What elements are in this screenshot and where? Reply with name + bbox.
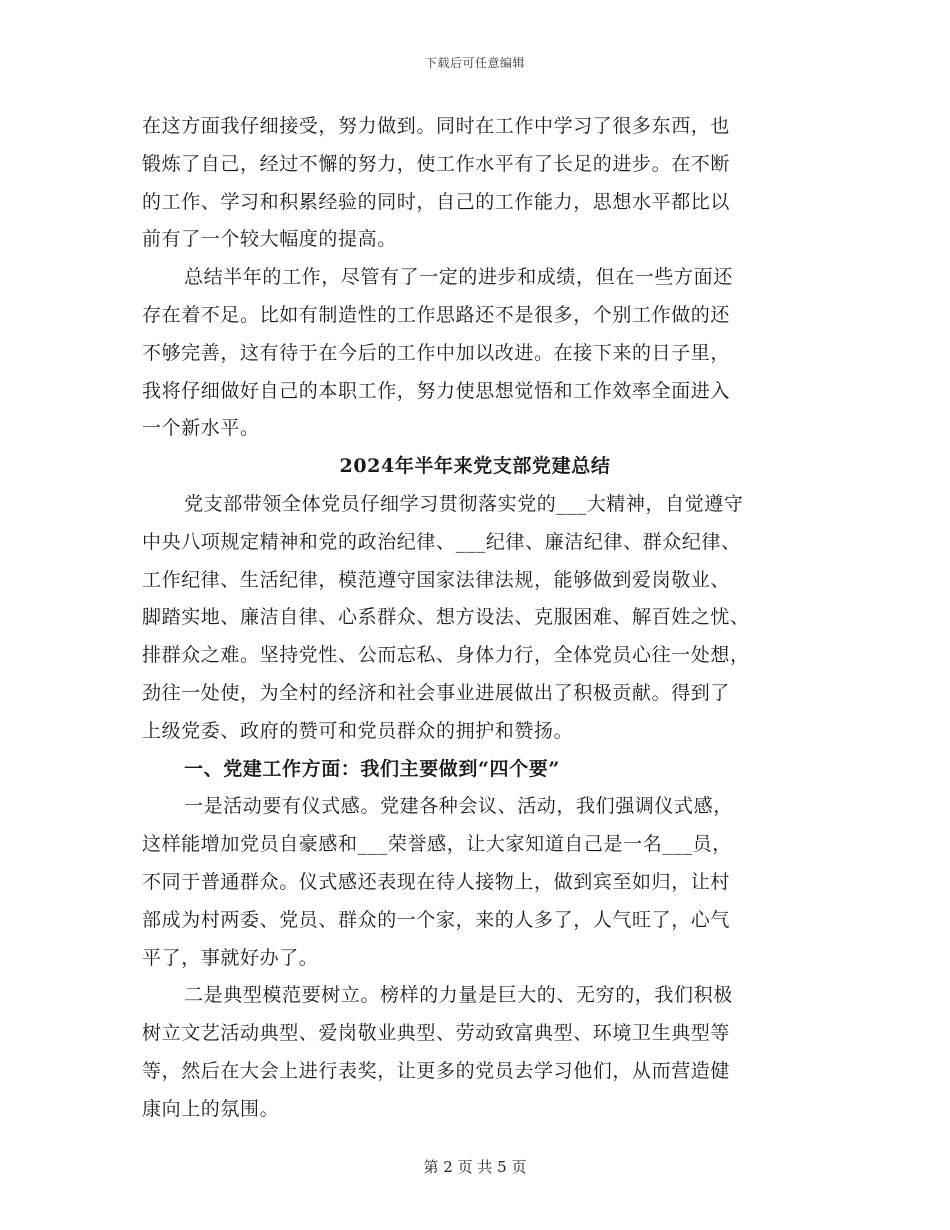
text-line: 总结半年的工作，尽管有了一定的进步和成绩，但在一些方面还	[184, 266, 733, 289]
text-line: 存在着不足。比如有制造性的工作思路还不是很多，个别工作做的还	[142, 303, 731, 326]
header-note: 下载后可任意编辑	[424, 56, 525, 70]
section-title: 2024年半年来党支部党建总结	[339, 455, 611, 478]
text-line: 排群众之难。坚持党性、公而忘私、身体力行，全体党员心往一处想，	[142, 644, 750, 667]
text-line: 不同于普通群众。仪式感还表现在待人接物上，做到宾至如归，让村	[142, 870, 731, 893]
text-line: 不够完善，这有待于在今后的工作中加以改进。在接下来的日子里，	[142, 341, 731, 364]
text-line: 这样能增加党员自豪感和___荣誉感，让大家知道自己是一名___员，	[142, 833, 732, 856]
text-line: 我将仔细做好自己的本职工作，努力使思想觉悟和工作效率全面进入	[142, 379, 731, 402]
text-line: 党支部带领全体党员仔细学习贯彻落实党的___大精神，自觉遵守	[184, 492, 744, 515]
document-body	[142, 108, 808, 1129]
subheading: 一、党建工作方面：我们主要做到“四个要”	[184, 757, 560, 780]
text-line: 工作纪律、生活纪律，模范遵守国家法律法规，能够做到爱岗敬业、	[142, 568, 731, 591]
text-line: 脚踏实地、廉洁自律、心系群众、想方设法、克服困难、解百姓之忧、	[142, 606, 750, 629]
text-line: 康向上的氛围。	[142, 1097, 280, 1120]
text-line: 上级党委、政府的赞可和党员群众的拥护和赞扬。	[142, 719, 574, 742]
text-line: 部成为村两委、党员、群众的一个家，来的人多了，人气旺了，心气	[142, 908, 731, 931]
text-line: 树立文艺活动典型、爱岗敬业典型、劳动致富典型、环境卫生典型等	[142, 1022, 731, 1045]
text-line: 二是典型模范要树立。榜样的力量是巨大的、无穷的，我们积极	[184, 984, 733, 1007]
text-line: 在这方面我仔细接受，努力做到。同时在工作中学习了很多东西，也	[142, 115, 731, 137]
text-line: 一是活动要有仪式感。党建各种会议、活动，我们强调仪式感，	[184, 795, 733, 818]
text-line: 中央八项规定精神和党的政治纪律、___纪律、廉洁纪律、群众纪律、	[142, 530, 741, 553]
page-number: 第 2 页 共 5 页	[423, 1158, 527, 1176]
text-line: 一个新水平。	[142, 417, 260, 440]
text-line: 锻炼了自己，经过不懈的努力，使工作水平有了长足的进步。在不断	[142, 152, 731, 175]
text-line: 劲往一处使，为全村的经济和社会事业进展做出了积极贡献。得到了	[142, 681, 731, 704]
text-line: 前有了一个较大幅度的提高。	[142, 228, 397, 251]
text-line: 的工作、学习和积累经验的同时，自己的工作能力，思想水平都比以	[142, 190, 731, 213]
text-line: 平了，事就好办了。	[142, 946, 319, 969]
text-line: 等，然后在大会上进行表奖，让更多的党员去学习他们，从而营造健	[142, 1059, 731, 1082]
